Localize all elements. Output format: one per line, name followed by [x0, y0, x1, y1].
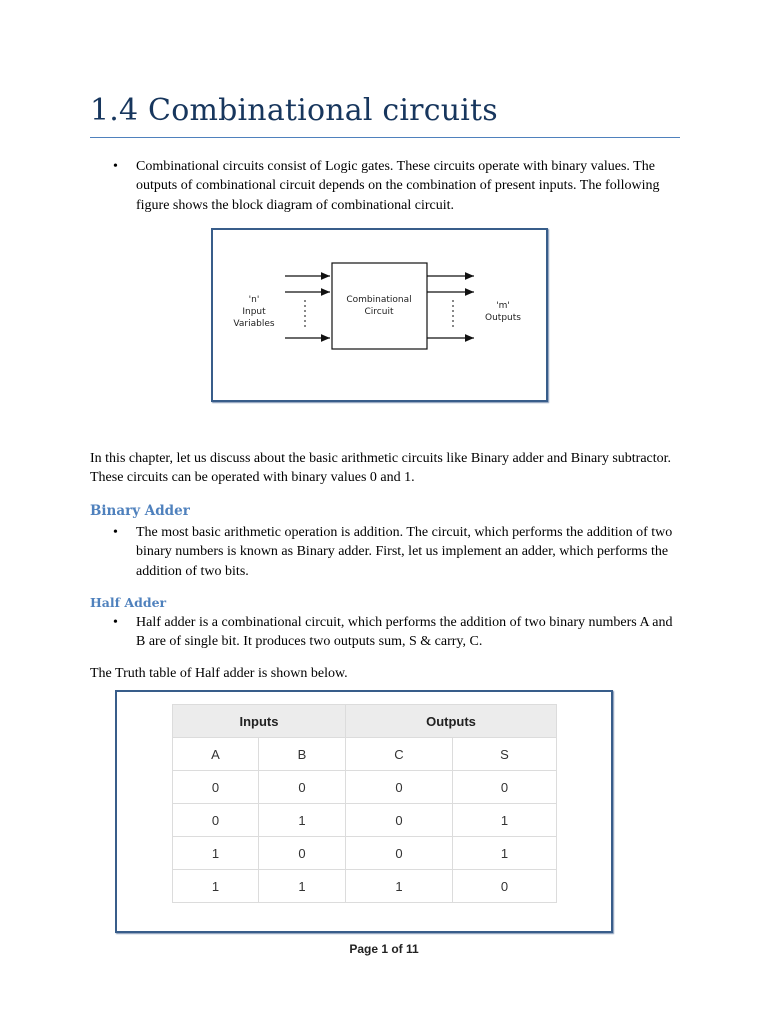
truth-table — [172, 704, 557, 903]
table-cell: 0 — [346, 804, 453, 837]
column-header: B — [259, 738, 346, 771]
table-cell: 0 — [173, 804, 259, 837]
input-label-variables: Variables — [233, 319, 275, 329]
bullet-marker: • — [113, 615, 118, 630]
combinational-block — [332, 263, 427, 349]
title-underline — [90, 137, 680, 138]
table-cell: 1 — [173, 870, 259, 903]
column-header: C — [346, 738, 453, 771]
block-diagram-figure — [211, 228, 548, 402]
column-header: A — [173, 738, 259, 771]
block-diagram — [213, 230, 546, 400]
table-cell: 0 — [453, 870, 557, 903]
output-label-outputs: Outputs — [485, 313, 521, 323]
table-cell: 1 — [346, 870, 453, 903]
truth-table-intro: The Truth table of Half adder is shown below. — [90, 666, 348, 681]
table-cell: 0 — [453, 771, 557, 804]
table-cell: 0 — [346, 837, 453, 870]
table-row — [173, 771, 557, 804]
binary-adder-text: The most basic arithmetic operation is addition. The circuit, which performs the addition of two binary numbers is known as Binary adder. First, let us implement an adder, which performs the addition of two bits. — [136, 525, 673, 579]
table-group-header-row — [173, 705, 557, 738]
outputs-header: Outputs — [346, 705, 557, 738]
inputs-header: Inputs — [173, 705, 346, 738]
bullet-marker: • — [113, 525, 118, 540]
bullet-marker: • — [113, 159, 118, 174]
output-label-m: 'm' — [496, 301, 510, 311]
page-title: 1.4 Combinational circuits — [90, 93, 498, 128]
table-cell: 0 — [259, 837, 346, 870]
chapter-paragraph: In this chapter, let us discuss about the basic arithmetic circuits like Binary adder and Binary subtractor. These circuits can be operated with binary values 0 and 1. — [90, 451, 672, 486]
input-label-n: 'n' — [248, 295, 260, 305]
intro-bullet — [113, 157, 673, 215]
table-cell: 1 — [259, 870, 346, 903]
half-adder-text: Half adder is a combinational circuit, which performs the addition of two binary numbers A and B are of single bit. It produces two outputs sum, S & carry, C. — [136, 615, 673, 650]
intro-text: Combinational circuits consist of Logic gates. These circuits operate with binary values. The outputs of combinational circuit depends on the combination of present inputs. The following figure shows the block diagram of combinational circuit. — [136, 159, 660, 213]
table-cell: 1 — [259, 804, 346, 837]
table-column-header-row — [173, 738, 557, 771]
table-cell: 0 — [173, 771, 259, 804]
table-cell: 1 — [173, 837, 259, 870]
table-row — [173, 837, 557, 870]
half-adder-bullet — [113, 613, 673, 652]
page-footer: Page 1 of 11 — [349, 942, 419, 956]
half-adder-heading: Half Adder — [90, 595, 167, 610]
binary-adder-bullet — [113, 523, 673, 581]
table-cell: 0 — [346, 771, 453, 804]
block-label-combinational: Combinational — [346, 295, 412, 305]
binary-adder-heading: Binary Adder — [90, 503, 190, 519]
column-header: S — [453, 738, 557, 771]
input-label-input: Input — [242, 307, 266, 317]
truth-table-figure — [115, 690, 613, 933]
block-label-circuit: Circuit — [364, 307, 394, 317]
table-cell: 1 — [453, 837, 557, 870]
table-cell: 1 — [453, 804, 557, 837]
table-cell: 0 — [259, 771, 346, 804]
table-row — [173, 870, 557, 903]
table-row — [173, 804, 557, 837]
